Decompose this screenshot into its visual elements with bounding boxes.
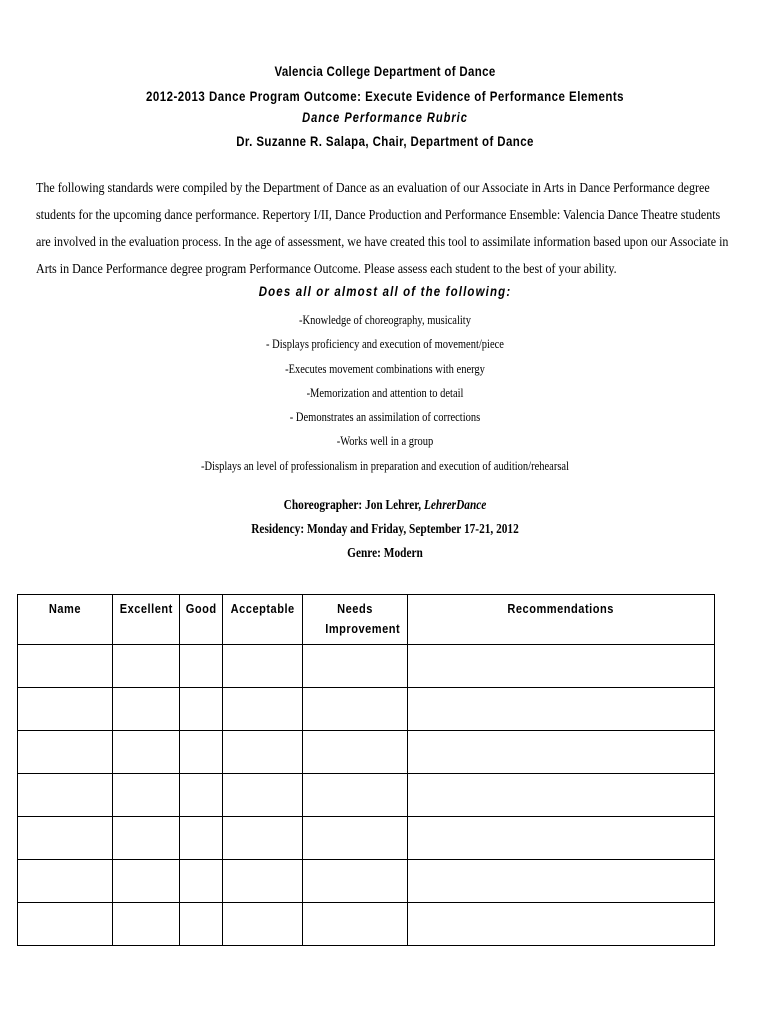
column-header-excellent: Excellent [113,595,180,645]
needs-improvement-cell[interactable] [303,817,408,860]
table-row [18,903,715,946]
excellent-cell[interactable] [113,860,180,903]
good-cell[interactable] [180,817,223,860]
good-cell[interactable] [180,860,223,903]
intro-paragraph: The following standards were compiled by the Department of Dance as an evaluation of our Associate in Arts in Dance Performance degree students for the upcoming dance performance. Repertory I/II, Dance Production and Performance Ensemble: Valencia Dance Theatre students are involved in the evaluation process. In the age of assessment, we have created this tool to assimilate information based upon our Associate in Arts in Dance Performance degree program Performance Outcome. Please assess each student to the best of your ability. [36,181,729,277]
name-cell[interactable] [18,860,113,903]
recommendations-cell[interactable] [408,774,715,817]
name-cell[interactable] [18,645,113,688]
recommendations-cell[interactable] [408,645,715,688]
needs-improvement-cell[interactable] [303,903,408,946]
recommendations-cell[interactable] [408,817,715,860]
good-cell[interactable] [180,903,223,946]
excellent-cell[interactable] [113,774,180,817]
table-row [18,688,715,731]
criteria-lead: Does all or almost all of the following: [258,283,512,299]
name-cell[interactable] [18,774,113,817]
name-cell[interactable] [18,731,113,774]
needs-improvement-cell[interactable] [303,774,408,817]
column-header-name: Name [18,595,113,645]
acceptable-cell[interactable] [223,860,303,903]
excellent-cell[interactable] [113,817,180,860]
criteria-item: -Executes movement combinations with energy [285,361,485,376]
rubric-title: Dance Performance Rubric [302,110,468,125]
chair-line: Dr. Suzanne R. Salapa, Chair, Department of Dance [236,133,534,149]
program-outcome-title: 2012-2013 Dance Program Outcome: Execute Evidence of Performance Elements [145,88,625,104]
criteria-item: -Works well in a group [336,434,434,449]
excellent-cell[interactable] [113,903,180,946]
name-cell[interactable] [18,903,113,946]
criteria-item: - Demonstrates an assimilation of corrections [289,410,481,425]
needs-improvement-cell[interactable] [303,688,408,731]
excellent-cell[interactable] [113,645,180,688]
good-cell[interactable] [180,645,223,688]
acceptable-cell[interactable] [223,731,303,774]
table-row [18,817,715,860]
good-cell[interactable] [180,731,223,774]
excellent-cell[interactable] [113,731,180,774]
column-header-recommendations: Recommendations [408,595,715,645]
column-header-needs-improvement: Needs Improvement [303,595,408,645]
needs-improvement-cell[interactable] [303,645,408,688]
choreographer-line [62,497,709,513]
criteria-item: -Memorization and attention to detail [306,385,464,400]
good-cell[interactable] [180,688,223,731]
choreographer-company: LehrerDance [423,497,487,512]
recommendations-cell[interactable] [408,688,715,731]
name-cell[interactable] [18,688,113,731]
acceptable-cell[interactable] [223,817,303,860]
excellent-cell[interactable] [113,688,180,731]
table-row [18,774,715,817]
needs-improvement-cell[interactable] [303,860,408,903]
criteria-list [62,308,709,478]
name-cell[interactable] [18,817,113,860]
good-cell[interactable] [180,774,223,817]
acceptable-cell[interactable] [223,688,303,731]
criteria-item: -Knowledge of choreography, musicality [299,313,471,327]
criteria-item: - Displays proficiency and execution of movement/piece [266,337,504,352]
evaluation-table [17,594,715,946]
recommendations-cell[interactable] [408,860,715,903]
residency-line: Residency: Monday and Friday, September 17-21, 2012 [251,521,519,536]
recommendations-cell[interactable] [408,903,715,946]
column-header-acceptable: Acceptable [223,595,303,645]
table-row [18,645,715,688]
criteria-item: -Displays an level of professionalism in preparation and execution of audition/rehearsal [201,458,569,473]
genre-line: Genre: Modern [347,545,423,560]
table-row [18,860,715,903]
acceptable-cell[interactable] [223,774,303,817]
column-header-good: Good [180,595,223,645]
needs-improvement-cell[interactable] [303,731,408,774]
table-header-row [18,595,715,645]
choreographer-label: Choreographer: Jon Lehrer, [283,497,424,512]
department-title: Valencia College Department of Dance [274,63,496,79]
table-row [18,731,715,774]
acceptable-cell[interactable] [223,645,303,688]
acceptable-cell[interactable] [223,903,303,946]
recommendations-cell[interactable] [408,731,715,774]
